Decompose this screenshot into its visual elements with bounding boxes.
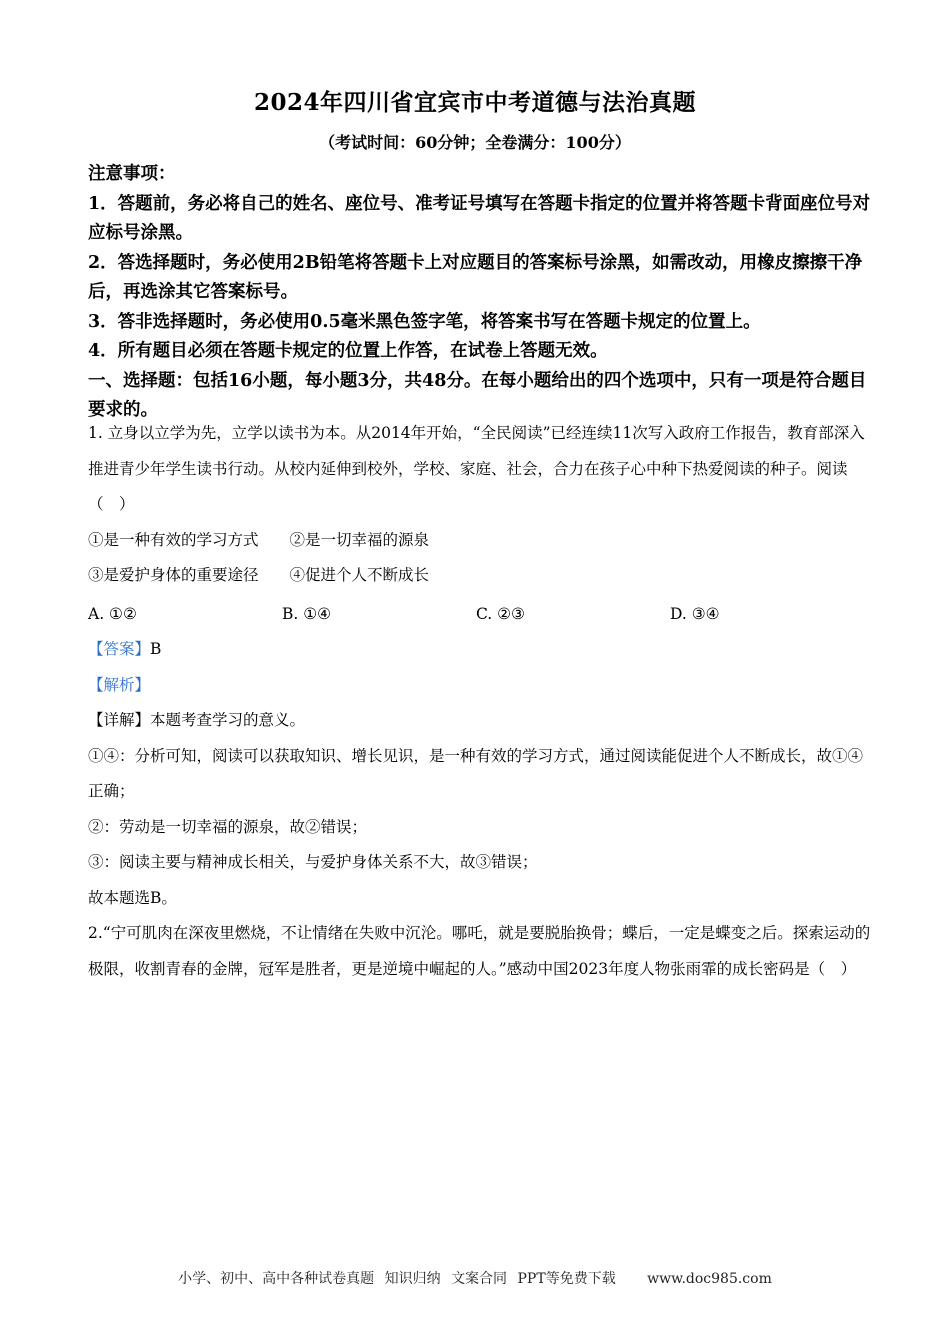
page-footer [0, 1268, 950, 1288]
footer-url: www.doc985.com [647, 1271, 772, 1287]
answer-tag: 【答案】 [88, 640, 151, 658]
question-2-stem: 2.“宁可肌肉在深夜里燃烧，不让情绪在失败中沉沦。哪吒，就是要脱胎换骨；蝶后，一定是蝶变之后。探索运动的极限，收割青春的金牌，冠军是胜者，更是逆境中崛起的人。”感动中国2023年度人物张雨霏的成长密码是（ ） [88, 924, 871, 978]
analysis-tag: 【解析】 [88, 675, 151, 694]
notice-item-1: 1．答题前，务必将自己的姓名、座位号、准考证号填写在答题卡指定的位置并将答题卡背面座位号对应标号涂黑。 [88, 193, 871, 243]
question-1-choice-line-1: ①是一种有效的学习方式 ②是一切幸福的源泉 [88, 530, 430, 549]
analysis-line-1: ①④：分析可知，阅读可以获取知识、增长见识，是一种有效的学习方式，通过阅读能促进个人不断成长，故①④正确； [88, 746, 864, 800]
question-1-options [88, 596, 878, 632]
analysis-line-2: ②：劳动是一切幸福的源泉，故②错误； [88, 817, 368, 836]
answer-line [88, 632, 878, 668]
option-b: B. ①④ [282, 605, 332, 623]
notice-heading: 注意事项： [88, 164, 176, 184]
question-1-stem: 1. 立身以立学为先，立学以读书为本。从2014年开始，“全民阅读”已经连续11次写入政府工作报告，教育部深入推进青少年学生读书行动。从校内延伸到校外，学校、家庭、社会，合力在孩子心中种下热爱阅读的种子。阅读（ ） [88, 424, 865, 513]
notice-item-2: 2．答选择题时，务必使用2B铅笔将答题卡上对应题目的答案标号涂黑，如需改动，用橡皮擦擦干净后，再选涂其它答案标号。 [88, 252, 863, 302]
notice-item-3: 3．答非选择题时，务必使用0.5毫米黑色签字笔，将答案书写在答题卡规定的位置上。 [88, 311, 761, 332]
notice-item-4: 4．所有题目必须在答题卡规定的位置上作答，在试卷上答题无效。 [88, 341, 608, 361]
option-a: A. ①② [88, 605, 137, 623]
exam-info: （考试时间：60分钟；全卷满分：100分） [319, 133, 631, 152]
analysis-line [88, 668, 878, 704]
section-heading: 一、选择题：包括16小题，每小题3分，共48分。在每小题给出的四个选项中，只有一项是符合题目要求的。 [88, 370, 867, 420]
page-title: 2024年四川省宜宾市中考道德与法治真题 [253, 89, 696, 116]
option-d: D. ③④ [670, 605, 720, 623]
footer-item-3: 文案合同 [451, 1271, 508, 1287]
analysis-line-4: 故本题选B。 [88, 888, 177, 907]
question-1 [88, 416, 878, 594]
footer-item-2: 知识归纳 [384, 1271, 441, 1287]
question-1-analysis [88, 632, 878, 987]
detail-tag: 【详解】 [88, 711, 151, 729]
question-1-choice-line-2: ③是爱护身体的重要途径 ④促进个人不断成长 [88, 566, 430, 584]
option-c: C. ②③ [476, 605, 525, 623]
answer-value: B [150, 640, 162, 658]
detail-line [88, 703, 878, 739]
detail-text: 本题考查学习的意义。 [150, 711, 306, 729]
footer-item-4: PPT等免费下载 [517, 1271, 616, 1287]
analysis-line-3: ③：阅读主要与精神成长相关，与爱护身体关系不大，故③错误； [88, 853, 538, 871]
notice-block [88, 160, 878, 426]
footer-item-1: 小学、初中、高中各种试卷真题 [178, 1271, 375, 1287]
